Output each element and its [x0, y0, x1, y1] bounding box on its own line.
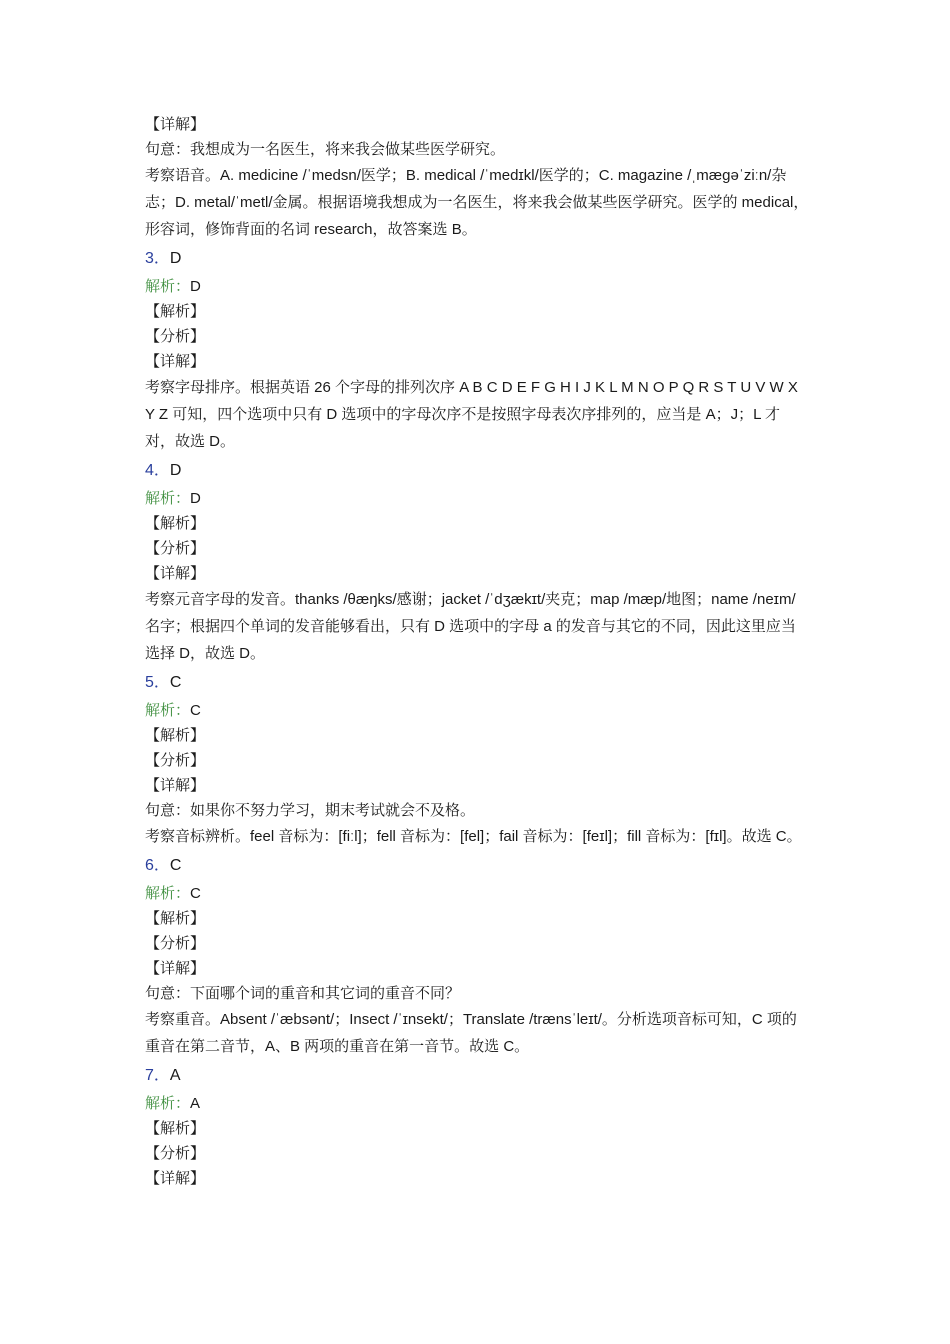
question-header	[145, 1061, 810, 1091]
analysis-tag: 【分析】	[145, 1145, 206, 1162]
jiexi-label: 解析：	[145, 490, 191, 507]
analysis-tag: 【分析】	[145, 935, 206, 952]
jiexi-value: D	[190, 278, 201, 295]
question-answer: C	[169, 857, 182, 874]
analysis-tag: 【分析】	[145, 540, 206, 557]
explanation: 考察语音。A. medicine /ˈmedsn/医学；B. medical /ˈmedɪkl/医学的；C. magazine /ˌmæɡəˈziːn/杂志；D. metal/ˈmetl/金属。根据语境我想成为一名医生，将来我会做某些医学研究。医学的 medical，形容词，修饰背面的名词 research，故答案选 B。	[145, 167, 809, 238]
analysis-tag: 【解析】	[145, 727, 206, 744]
jiexi-value: D	[190, 490, 201, 507]
question-header	[145, 851, 810, 881]
detail-label: 【详解】	[145, 353, 206, 370]
analysis-tag: 【解析】	[145, 303, 206, 320]
question-number: 5．	[145, 674, 170, 691]
jiexi-line	[145, 881, 810, 906]
question-number: 6．	[145, 857, 170, 874]
detail-label: 【详解】	[145, 960, 206, 977]
jiexi-line	[145, 486, 810, 511]
jiexi-line	[145, 698, 810, 723]
question-number: 7．	[145, 1067, 170, 1084]
jiexi-label: 解析：	[145, 1095, 191, 1112]
explanation: 考察重音。Absent /ˈæbsənt/；Insect /ˈɪnsekt/；Translate /trænsˈleɪt/。分析选项音标可知，C 项的重音在第二音节，A、B 两项的重音在第一音节。故选 C。	[145, 1011, 797, 1055]
question-answer: D	[169, 462, 182, 479]
jiexi-line	[145, 274, 810, 299]
sentence-meaning: 句意：如果你不努力学习，期末考试就会不及格。	[145, 802, 476, 819]
explanation: 考察音标辨析。feel 音标为：[fiːl]；fell 音标为：[fel]；fail 音标为：[feɪl]；fill 音标为：[fɪl]。故选 C。	[145, 828, 802, 845]
jiexi-label: 解析：	[145, 702, 191, 719]
analysis-tag: 【分析】	[145, 328, 206, 345]
jiexi-value: A	[190, 1095, 201, 1112]
analysis-tag: 【解析】	[145, 1120, 206, 1137]
question-answer: D	[169, 250, 182, 267]
explanation: 考察字母排序。根据英语 26 个字母的排列次序 A B C D E F G H I J K L M N O P Q R S T U V W X Y Z 可知，四个选项中只有 D 选项中的字母次序不是按照字母表次序排列的，应当是 A；J；L 才对，故选 D。	[145, 379, 798, 450]
jiexi-label: 解析：	[145, 278, 191, 295]
jiexi-value: C	[190, 885, 201, 902]
analysis-tag: 【解析】	[145, 910, 206, 927]
question-answer: A	[169, 1067, 181, 1084]
detail-label: 【详解】	[145, 565, 206, 582]
question-number: 4．	[145, 462, 170, 479]
explanation: 考察元音字母的发音。thanks /θæŋks/感谢；jacket /ˈdʒækɪt/夹克；map /mæp/地图；name /neɪm/名字；根据四个单词的发音能够看出，只有 D 选项中的字母 a 的发音与其它的不同，因此这里应当选择 D，故选 D。	[145, 591, 796, 662]
detail-label: 【详解】	[145, 116, 206, 133]
analysis-tag: 【分析】	[145, 752, 206, 769]
sentence-meaning: 句意：下面哪个词的重音和其它词的重音不同？	[145, 985, 461, 1002]
jiexi-label: 解析：	[145, 885, 191, 902]
sentence-meaning: 句意：我想成为一名医生，将来我会做某些医学研究。	[145, 141, 506, 158]
detail-label: 【详解】	[145, 1170, 206, 1187]
question-number: 3．	[145, 250, 170, 267]
question-header	[145, 244, 810, 274]
document-page	[145, 112, 810, 1191]
detail-label: 【详解】	[145, 777, 206, 794]
question-header	[145, 456, 810, 486]
question-answer: C	[169, 674, 182, 691]
jiexi-value: C	[190, 702, 201, 719]
analysis-tag: 【解析】	[145, 515, 206, 532]
jiexi-line	[145, 1091, 810, 1116]
question-header	[145, 668, 810, 698]
